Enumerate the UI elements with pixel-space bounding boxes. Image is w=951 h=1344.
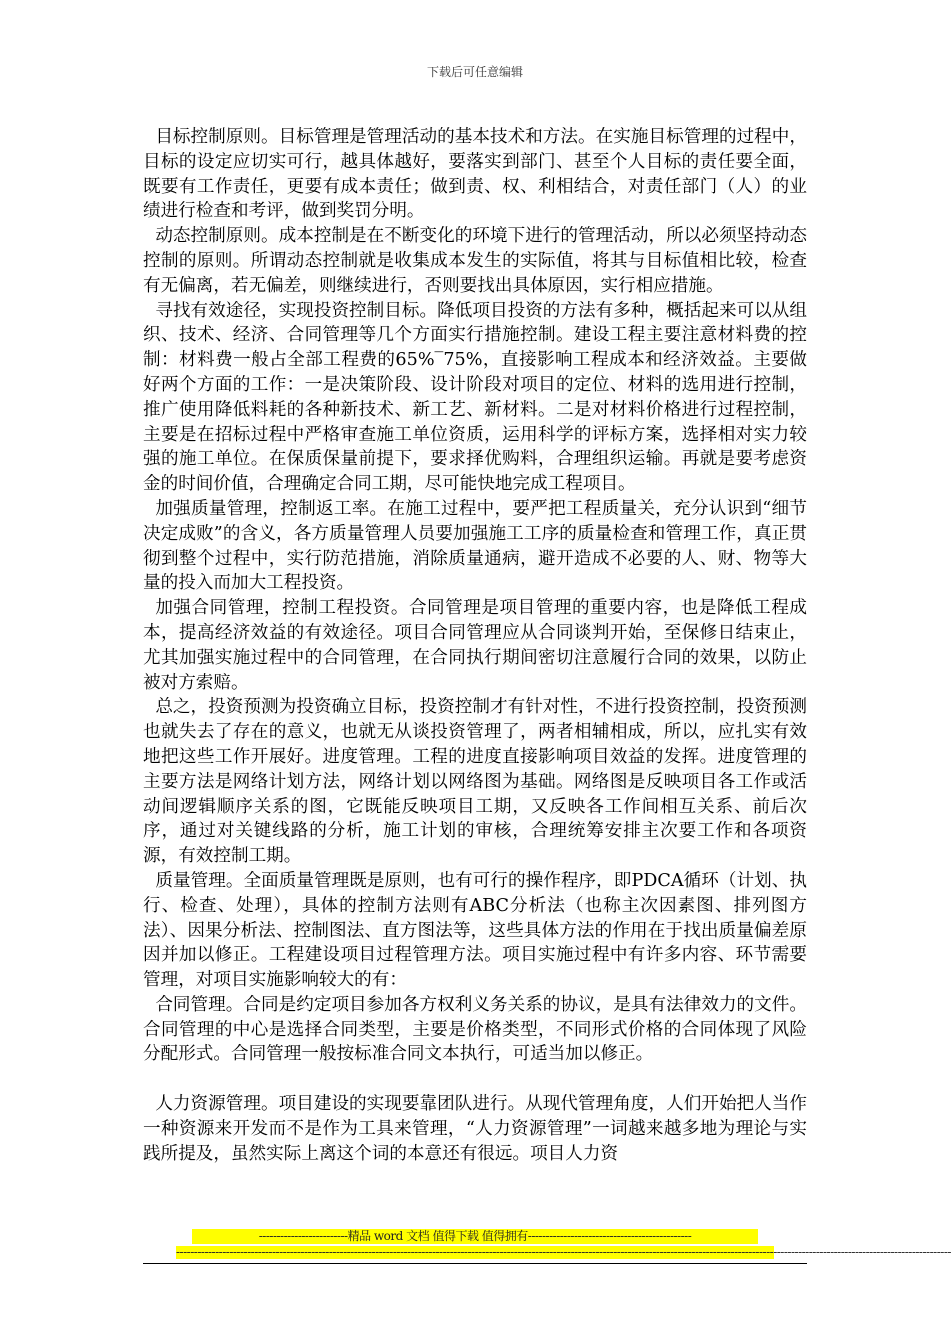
paragraph-quality-management: 质量管理。全面质量管理既是原则，也有可行的操作程序，即PDCA循环（计划、执行、检查、处理），具体的控制方法则有ABC分析法（也称主次因素图、排列图方法）、因果分析法、控制图法、直方图法等，这些具体方法的作用在于找出质量偏差原因并加以修正。工程建设项目过程管理方法。项目实施过程中有许多内容、环节需要管理，对项目实施影响较大的有：	[143, 870, 807, 991]
footer-banner-text: -------------------------精品 word 文档 值得下载 值得拥有----------------------------------------------	[192, 1229, 758, 1244]
paragraph-dynamic-control: 动态控制原则。成本控制是在不断变化的环境下进行的管理活动，所以必须坚持动态控制的原则。所谓动态控制就是收集成本发生的实际值，将其与目标值相比较，检查有无偏离，若无偏差，则继续进行，否则要找出具体原因，实行相应措施。	[143, 226, 807, 296]
footer-rule	[143, 1263, 807, 1264]
paragraph-quality-rework: 加强质量管理，控制返工率。在施工过程中，要严把工程质量关，充分认识到“细节决定成败”的含义，各方质量管理人员要加强施工工序的质量检查和管理工作，真正贯彻到整个过程中，实行防范措施，消除质量通病，避开造成不必要的人、财、物等大量的投入而加大工程投资。	[143, 498, 807, 594]
footer-banner-dashes: --------------------------------------------------------------------------------------------------------------------------------------------------------------------------------------------------------------------------	[176, 1245, 951, 1259]
paragraph-human-resources: 人力资源管理。项目建设的实现要靠团队进行。从现代管理角度，人们开始把人当作一种资源来开发而不是作为工具来管理，“人力资源管理”一词越来越多地为理论与实践所提及，虽然实际上离这个词的本意还有很远。项目人力资	[143, 1094, 807, 1164]
paragraph-contract-investment: 加强合同管理，控制工程投资。合同管理是项目管理的重要内容，也是降低工程成本，提高经济效益的有效途径。项目合同管理应从合同谈判开始，至保修日结束止，尤其加强实施过程中的合同管理，在合同执行期间密切注意履行合同的效果，以防止被对方索赔。	[143, 598, 807, 693]
page-header: 下载后可任意编辑	[426, 65, 523, 79]
paragraph-summary-progress: 总之，投资预测为投资确立目标，投资控制才有针对性，不进行投资控制，投资预测也就失去了存在的意义，也就无从谈投资管理了，两者相辅相成，所以，应扎实有效地把这些工作开展好。进度管理。工程的进度直接影响项目效益的发挥。进度管理的主要方法是网络计划方法，网络计划以网络图为基础。网络图是反映项目各工作或活动间逻辑顺序关系的图，它既能反映项目工期，又反映各工作间相互关系、前后次序，通过对关键线路的分析，施工计划的审核，合理统筹安排主次要工作和各项资源，有效控制工期。	[143, 697, 807, 867]
paragraph-effective-approach: 寻找有效途径，实现投资控制目标。降低项目投资的方法有多种，概括起来可以从组织、技术、经济、合同管理等几个方面实行措施控制。建设工程主要注意材料费的控制：材料费一般占全部工程费的65%‾75%，直接影响工程成本和经济效益。主要做好两个方面的工作：一是决策阶段、设计阶段对项目的定位、材料的选用进行控制，推广使用降低料耗的各种新技术、新工艺、新材料。二是对材料价格进行过程控制，主要是在招标过程中严格审查施工单位资质，运用科学的评标方案，选择相对实力较强的施工单位。在保质保量前提下，要求择优购料，合理组织运输。再就是要考虑资金的时间价值，合理确定合同工期，尽可能快地完成工程项目。	[143, 300, 807, 495]
document-body	[143, 125, 807, 1166]
paragraph-target-control: 目标控制原则。目标管理是管理活动的基本技术和方法。在实施目标管理的过程中，目标的设定应切实可行，越具体越好，要落实到部门、甚至个人目标的责任要全面，既要有工作责任，更要有成本责任；做到责、权、利相结合，对责任部门（人）的业绩进行检查和考评，做到奖罚分明。	[143, 127, 807, 222]
paragraph-contract-management: 合同管理。合同是约定项目参加各方权利义务关系的协议，是具有法律效力的文件。合同管理的中心是选择合同类型，主要是价格类型，不同形式价格的合同体现了风险分配形式。合同管理一般按标准合同文本执行，可适当加以修正。	[143, 994, 807, 1065]
